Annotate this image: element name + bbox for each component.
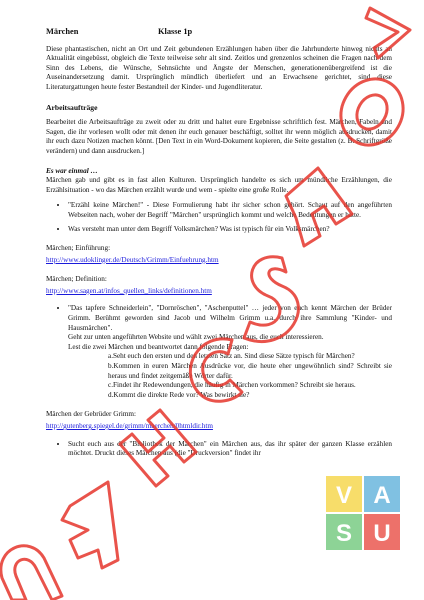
question: d.Kommt die direkte Rede vor? Was bewirkt sie? bbox=[108, 390, 250, 399]
list-item: • Sucht euch aus der "Bibliothek der Märchen" ein Märchen aus, das ihr später der ganzen Klasse erzählen möchtet. Druckt dieses Märchen aus (die "Druckversion" findet ihr bbox=[68, 440, 392, 459]
watermark-letter-a bbox=[62, 482, 118, 568]
question: b.Kommen in euren Märchen Ausdrücke vor, die heute eher ungewöhnlich sind? Schreibt sie heraus und findet zeitgemäße Wörter dafür. bbox=[108, 362, 392, 380]
once-bullets bbox=[46, 201, 392, 234]
vasu-logo bbox=[326, 476, 400, 550]
link-label-intro: Märchen; Einführung: bbox=[46, 244, 111, 253]
list-item: • Was versteht man unter dem Begriff Volksmärchen? Was ist typisch für ein Volksmärchen? bbox=[68, 225, 392, 235]
intro-paragraph: Diese phantastischen, nicht an Ort und Zeit gebundenen Erzählungen haben über die Jahrhunderte hinweg nichts an Aktualität eingebüsst, obgleich die Texte teilweise sehr alt sind. Zeitlos und grenzenlos scheinen die Fragen nach dem Sinn des Lebens, die Wünsche, Sehnsüchte und Ängste der Menschen, generationenübergreifend ist die Auseinandersetzung damit. Ursprünglich mündlich überliefert und an Erwachsene gerichtet, sind diese Literaturgattungen heute fester Bestandteil der Kinder- und Jugendliteratur. bbox=[46, 44, 392, 91]
tasks-paragraph: Bearbeitet die Arbeitsaufträge zu zweit oder zu dritt und haltet eure Ergebnisse schriftlich fest. Märchen, Fabeln und Sagen, die ihr vorlesen wollt oder mit denen ihr euch genauer beschäftigt, solltet ihr wenn möglich ausdrucken, damit ihr euch dazu Notizen machen könnt. [Den Text in ein Word-Dokument kopieren, die Seite gestalten (z. B. Schriftgröße verändern) und dann ausdrucken.] bbox=[46, 118, 392, 155]
watermark-letter-u bbox=[1, 546, 62, 600]
document-content bbox=[46, 27, 392, 465]
page-title: Märchen bbox=[46, 27, 79, 36]
list-item: • "Erzähl keine Märchen!" - Diese Formulierung habt ihr sicher schon gehört. Schaut auf den angeführten Webseiten nach, woher der Begriff "Märchen" ursprünglich kommt und welche Bedeutungen er hatte. bbox=[68, 201, 392, 220]
logo-letter: V bbox=[335, 482, 353, 509]
grimm-bullet-text: "Das tapfere Schneiderlein", "Dornröschen", "Aschenputtel" … jeder von euch kennt Märchen der Brüder Grimm. Berühmt geworden sind Jacob und Wilhelm Grimm u.a. durch ihre Sammlung "Kinder- und Hausmärchen". bbox=[68, 304, 392, 332]
link-grimm[interactable]: http://gutenberg.spiegel.de/grimm/maerchen/0htmldir.htm bbox=[46, 422, 213, 430]
grimm-bullets bbox=[46, 304, 392, 400]
logo-letter: S bbox=[335, 520, 353, 547]
link-intro[interactable]: http://www.udoklinger.de/Deutsch/Grimm/Einfuehrung.htm bbox=[46, 255, 219, 264]
tasks-heading: Arbeitsaufträge bbox=[46, 102, 98, 112]
class-label: Klasse 1p bbox=[158, 27, 193, 36]
question: c.Findet ihr Redewendungen, die häufig in Märchen vorkommen? Schreibt sie heraus. bbox=[108, 381, 356, 390]
grimm-instruction: Geht zur unten angeführten Website und wählt zwei Märchen aus, die euch interessieren. bbox=[68, 333, 324, 342]
grimm-questions-intro: Lest die zwei Märchen und beantwortet dann folgende Fragen: bbox=[68, 342, 249, 351]
logo-letter: U bbox=[373, 520, 391, 547]
once-heading: Es war einmal … bbox=[46, 166, 98, 175]
header bbox=[46, 27, 392, 37]
question: a.Seht euch den ersten und den letzten Satz an. Sind diese Sätze typisch für Märchen? bbox=[108, 352, 355, 361]
link-definition[interactable]: http://www.sagen.at/infos_quellen_links/definitionen.htm bbox=[46, 286, 212, 295]
link-label-grimm: Märchen der Gebrüder Grimm: bbox=[46, 410, 137, 419]
library-bullets bbox=[46, 440, 392, 459]
link-label-definition: Märchen; Definition: bbox=[46, 275, 107, 284]
list-item bbox=[68, 304, 392, 400]
logo-letter: A bbox=[373, 482, 391, 509]
once-paragraph: Märchen gab und gibt es in fast allen Kulturen. Ursprünglich handelte es sich um mündliche Erzählungen, die Erzählsituation - wo das Märchen erzählt wurde und wem - spielte eine große Rolle. bbox=[46, 176, 392, 194]
vasu-logo-graphic bbox=[326, 476, 400, 550]
